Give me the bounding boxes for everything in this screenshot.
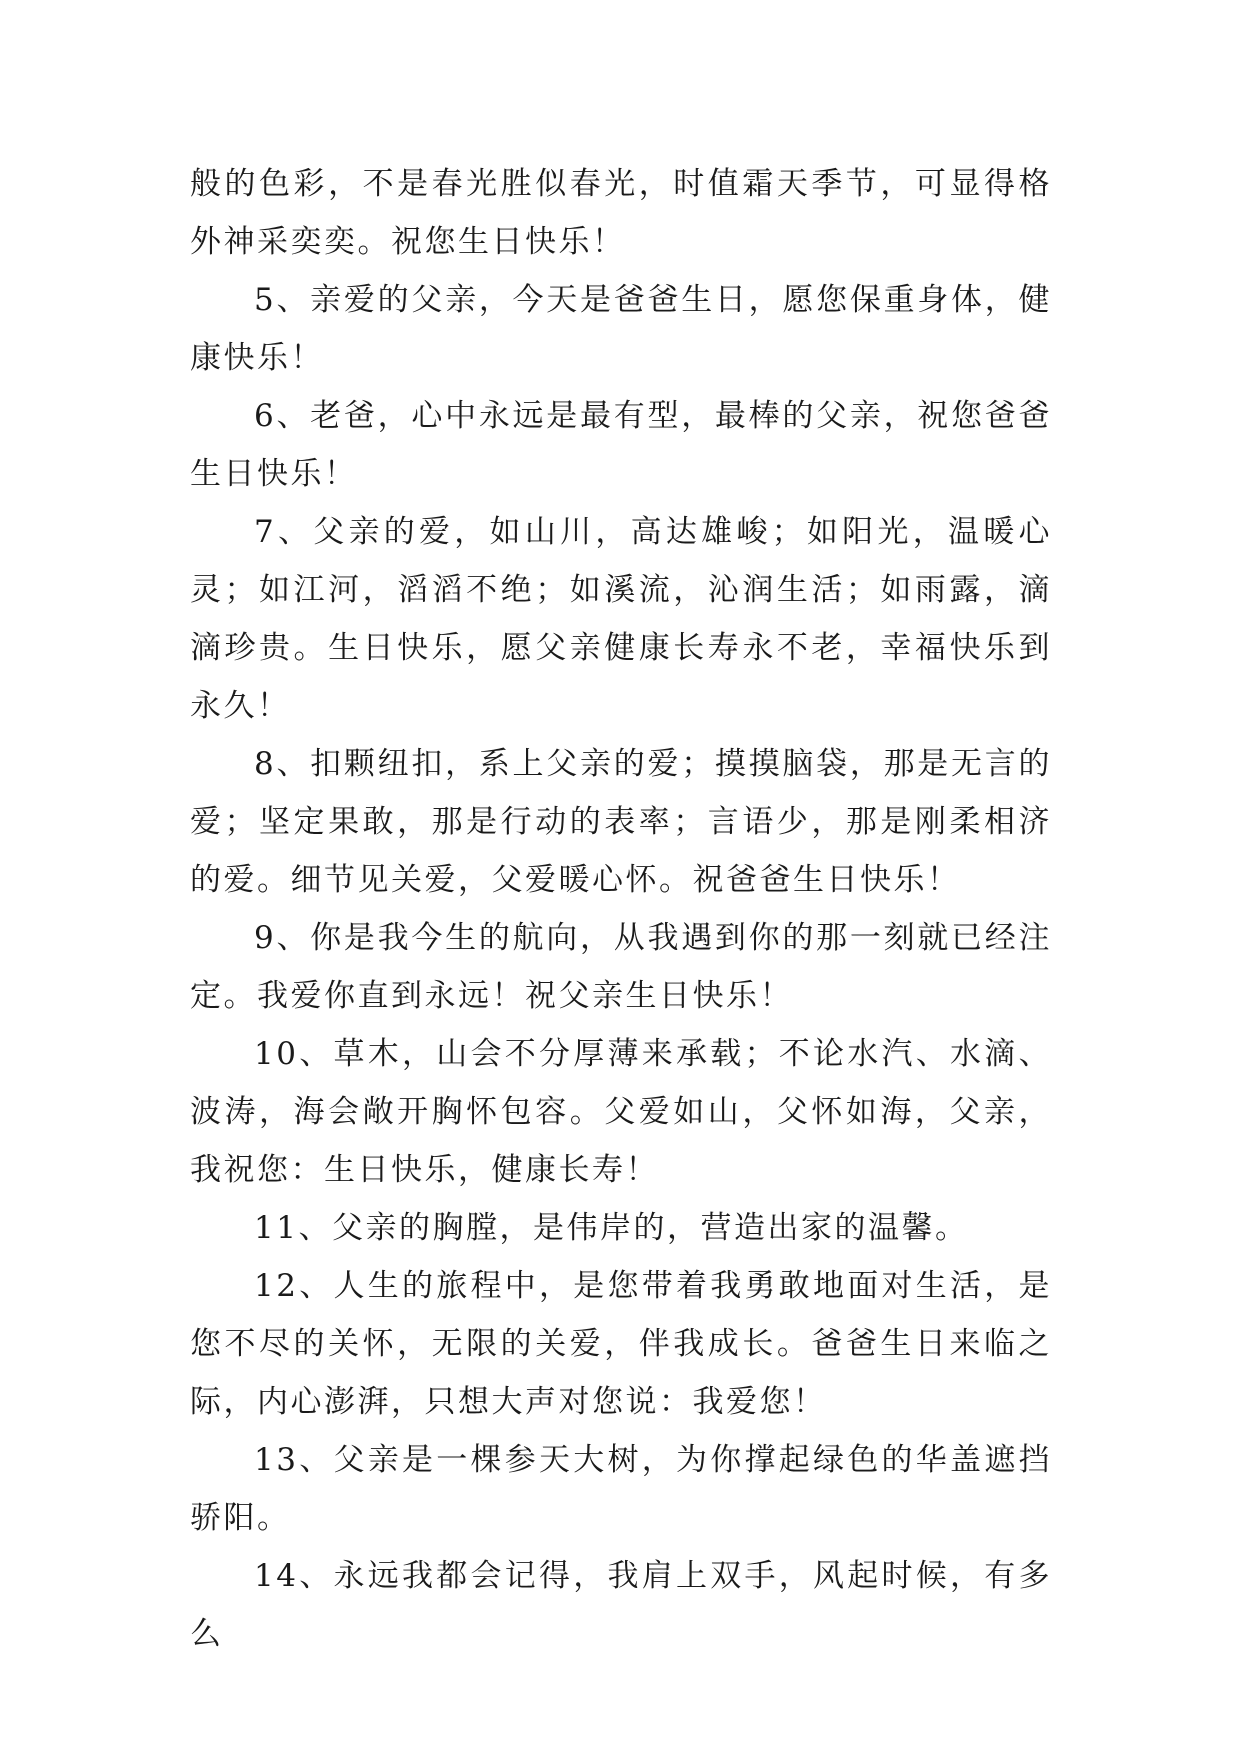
paragraph-item-12: 12、人生的旅程中，是您带着我勇敢地面对生活，是您不尽的关怀，无限的关爱，伴我成长。爸爸生日来临之际，内心澎湃，只想大声对您说：我爱您！ — [190, 1268, 1052, 1420]
paragraph-item-11: 11、父亲的胸膛，是伟岸的，营造出家的温馨。 — [254, 1210, 969, 1246]
paragraph-item-10: 10、草木，山会不分厚薄来承载；不论水汽、水滴、波涛，海会敞开胸怀包容。父爱如山，父怀如海，父亲，我祝您：生日快乐，健康长寿！ — [190, 1036, 1052, 1188]
paragraph-continuation: 般的色彩，不是春光胜似春光，时值霜天季节，可显得格外神采奕奕。祝您生日快乐！ — [190, 166, 1052, 260]
paragraph-item-13: 13、父亲是一棵参天大树，为你撑起绿色的华盖遮挡骄阳。 — [190, 1442, 1052, 1536]
document-body — [190, 155, 1052, 1663]
paragraph-item-7: 7、父亲的爱，如山川，高达雄峻；如阳光，温暖心灵；如江河，滔滔不绝；如溪流，沁润生活；如雨露，滴滴珍贵。生日快乐，愿父亲健康长寿永不老，幸福快乐到永久！ — [190, 514, 1052, 724]
paragraph-item-5: 5、亲爱的父亲，今天是爸爸生日，愿您保重身体，健康快乐！ — [190, 282, 1052, 376]
paragraph-item-14: 14、永远我都会记得，我肩上双手，风起时候，有多么 — [190, 1558, 1052, 1652]
paragraph-item-6: 6、老爸，心中永远是最有型，最棒的父亲，祝您爸爸生日快乐！ — [190, 398, 1052, 492]
paragraph-item-9: 9、你是我今生的航向，从我遇到你的那一刻就已经注定。我爱你直到永远！祝父亲生日快乐！ — [190, 920, 1052, 1014]
paragraph-item-8: 8、扣颗纽扣，系上父亲的爱；摸摸脑袋，那是无言的爱；坚定果敢，那是行动的表率；言语少，那是刚柔相济的爱。细节见关爱，父爱暖心怀。祝爸爸生日快乐！ — [190, 746, 1052, 898]
